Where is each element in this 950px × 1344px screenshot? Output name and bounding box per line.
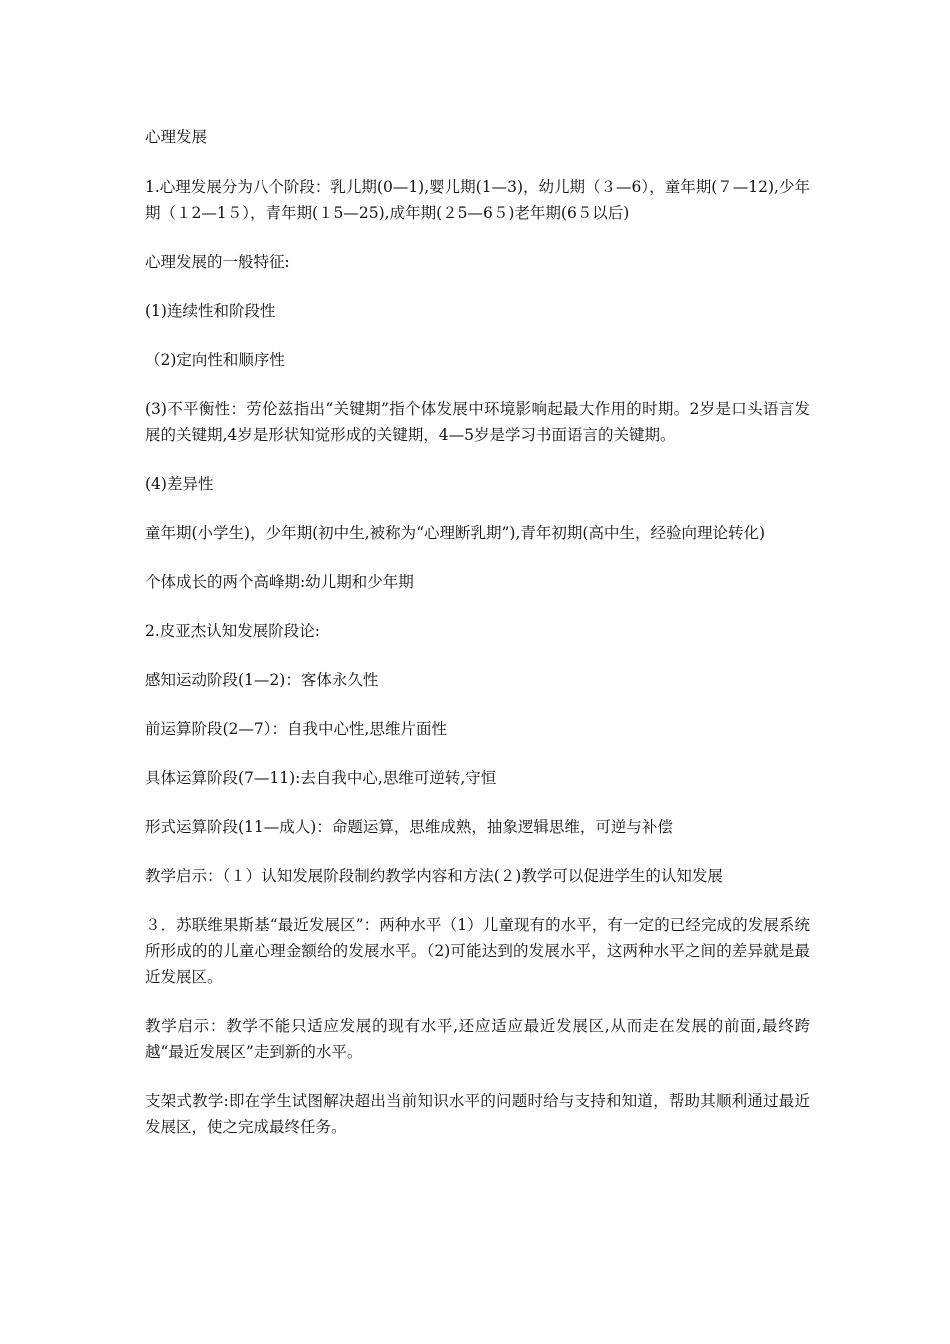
paragraph-development-stages: 1.心理发展分为八个阶段：乳儿期(0—1),婴儿期(1—3)，幼儿期（３—6），童年期(７—12),少年期（１2—1５），青年期(１5—25),成年期(２5—6５)老年期(6５以后)	[145, 178, 810, 222]
paragraph-vygotsky-zpd: ３．苏联维果斯基“最近发展区”：两种水平（1）儿童现有的水平，有一定的已经完成的发展系统所形成的的儿童心理金额给的发展水平。（2)可能达到的发展水平，这两种水平之间的差异就是最近发展区。	[145, 916, 810, 986]
paragraph-sensorimotor-stage: 感知运动阶段(1—2)：客体永久性	[145, 671, 379, 689]
paragraph-feature-difference: (4)差异性	[145, 475, 214, 493]
paragraph-piaget-teaching-implication: 教学启示：（１）认知发展阶段制约教学内容和方法(２)教学可以促进学生的认知发展	[145, 867, 723, 885]
paragraph-feature-imbalance: (3)不平衡性：劳伦兹指出“关键期”指个体发展中环境影响起最大作用的时期。2岁是口头语言发展的关键期,4岁是形状知觉形成的关键期，4—5岁是学习书面语言的关键期。	[145, 400, 810, 444]
document-body	[145, 124, 810, 1163]
paragraph-formal-operational-stage: 形式运算阶段(11—成人)：命题运算，思维成熟，抽象逻辑思维，可逆与补偿	[145, 818, 673, 836]
paragraph-concrete-operational-stage: 具体运算阶段(7—11):去自我中心,思维可逆转,守恒	[145, 769, 497, 787]
paragraph-general-features-heading: 心理发展的一般特征:	[145, 253, 290, 271]
paragraph-preoperational-stage: 前运算阶段(2—7）：自我中心性,思维片面性	[145, 720, 447, 738]
paragraph-growth-peaks: 个体成长的两个高峰期:幼儿期和少年期	[145, 573, 414, 591]
paragraph-feature-direction: （2)定向性和顺序性	[145, 351, 285, 369]
paragraph-piaget-heading: 2.皮亚杰认知发展阶段论:	[145, 622, 321, 640]
paragraph-age-groups: 童年期(小学生)，少年期(初中生,被称为“心理断乳期”),青年初期(高中生，经验向理论转化)	[145, 524, 765, 542]
paragraph-scaffolding: 支架式教学:即在学生试图解决超出当前知识水平的问题时给与支持和知道，帮助其顺利通过最近发展区，使之完成最终任务。	[145, 1092, 810, 1136]
document-title: 心理发展	[145, 128, 208, 146]
paragraph-feature-continuity: (1)连续性和阶段性	[145, 302, 276, 320]
paragraph-zpd-teaching-implication: 教学启示：教学不能只适应发展的现有水平,还应适应最近发展区,从而走在发展的前面,最终跨越“最近发展区”走到新的水平。	[145, 1017, 810, 1061]
